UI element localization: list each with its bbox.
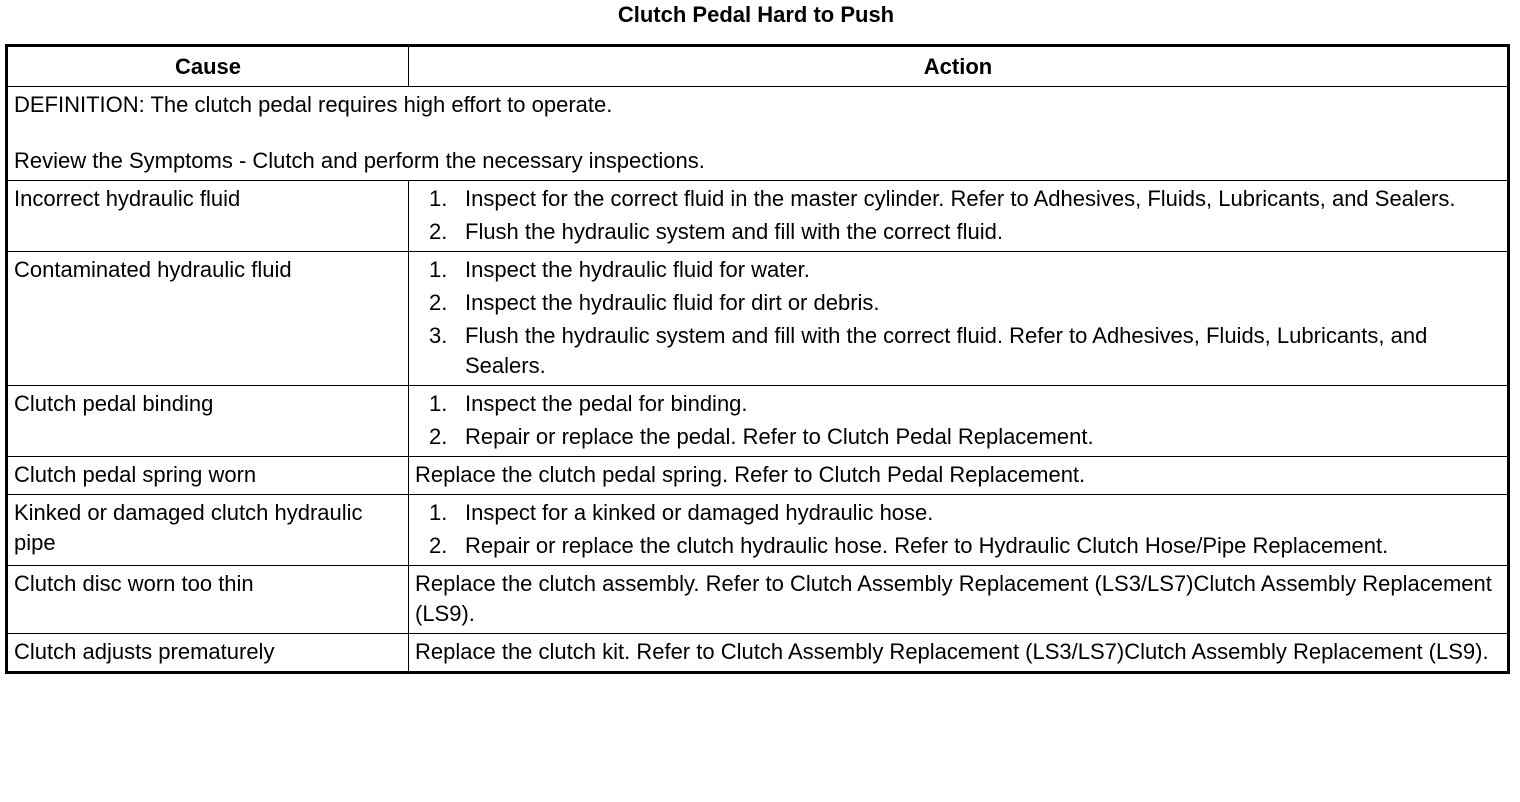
action-cell	[409, 252, 1509, 386]
action-steps	[415, 255, 1501, 381]
cause-cell: Clutch pedal spring worn	[7, 457, 409, 495]
action-cell	[409, 495, 1509, 566]
action-cell	[409, 386, 1509, 457]
definition-cell	[7, 87, 1509, 181]
table-row	[7, 457, 1509, 495]
action-step: 2. Flush the hydraulic system and fill with the correct fluid.	[429, 219, 1004, 244]
action-step: 1. Inspect the hydraulic fluid for water.	[429, 257, 810, 282]
cause-cell: Clutch disc worn too thin	[7, 566, 409, 634]
page-title: Clutch Pedal Hard to Push	[617, 2, 895, 27]
cause-cell: Contaminated hydraulic fluid	[7, 252, 409, 386]
action-cell: Replace the clutch assembly. Refer to Clutch Assembly Replacement (LS3/LS7)Clutch Assembly Replacement (LS9).	[409, 566, 1509, 634]
cause-cell: Incorrect hydraulic fluid	[7, 181, 409, 252]
action-step: 1. Inspect for a kinked or damaged hydraulic hose.	[429, 500, 934, 525]
definition-row	[7, 87, 1509, 181]
action-step: 2. Repair or replace the clutch hydraulic hose. Refer to Hydraulic Clutch Hose/Pipe Replacement.	[429, 533, 1389, 558]
table-row	[7, 566, 1509, 634]
table-header-row	[7, 46, 1509, 87]
header-cause: Cause	[7, 46, 409, 87]
action-cell	[409, 181, 1509, 252]
definition-instruction: Review the Symptoms - Clutch and perform the necessary inspections.	[14, 148, 705, 173]
table-row	[7, 386, 1509, 457]
action-steps	[415, 389, 1501, 452]
table-row	[7, 634, 1509, 673]
action-step: 3. Flush the hydraulic system and fill with the correct fluid. Refer to Adhesives, Fluids, Lubricants, and Sealers.	[429, 323, 1428, 378]
header-action: Action	[409, 46, 1509, 87]
definition-spacer	[14, 120, 1501, 146]
action-cell: Replace the clutch pedal spring. Refer to Clutch Pedal Replacement.	[409, 457, 1509, 495]
table-row	[7, 252, 1509, 386]
table-row	[7, 495, 1509, 566]
action-step: 1. Inspect for the correct fluid in the master cylinder. Refer to Adhesives, Fluids, Lubricants, and Sealers.	[429, 186, 1456, 211]
definition-text: DEFINITION: The clutch pedal requires high effort to operate.	[14, 92, 613, 117]
action-cell: Replace the clutch kit. Refer to Clutch Assembly Replacement (LS3/LS7)Clutch Assembly Replacement (LS9).	[409, 634, 1509, 673]
action-step: 2. Inspect the hydraulic fluid for dirt or debris.	[429, 290, 880, 315]
action-step: 1. Inspect the pedal for binding.	[429, 391, 748, 416]
action-step: 2. Repair or replace the pedal. Refer to Clutch Pedal Replacement.	[429, 424, 1094, 449]
action-steps	[415, 184, 1501, 247]
action-steps	[415, 498, 1501, 561]
diagnostic-table	[5, 44, 1510, 674]
table-row	[7, 181, 1509, 252]
cause-cell: Kinked or damaged clutch hydraulic pipe	[7, 495, 409, 566]
cause-cell: Clutch pedal binding	[7, 386, 409, 457]
cause-cell: Clutch adjusts prematurely	[7, 634, 409, 673]
